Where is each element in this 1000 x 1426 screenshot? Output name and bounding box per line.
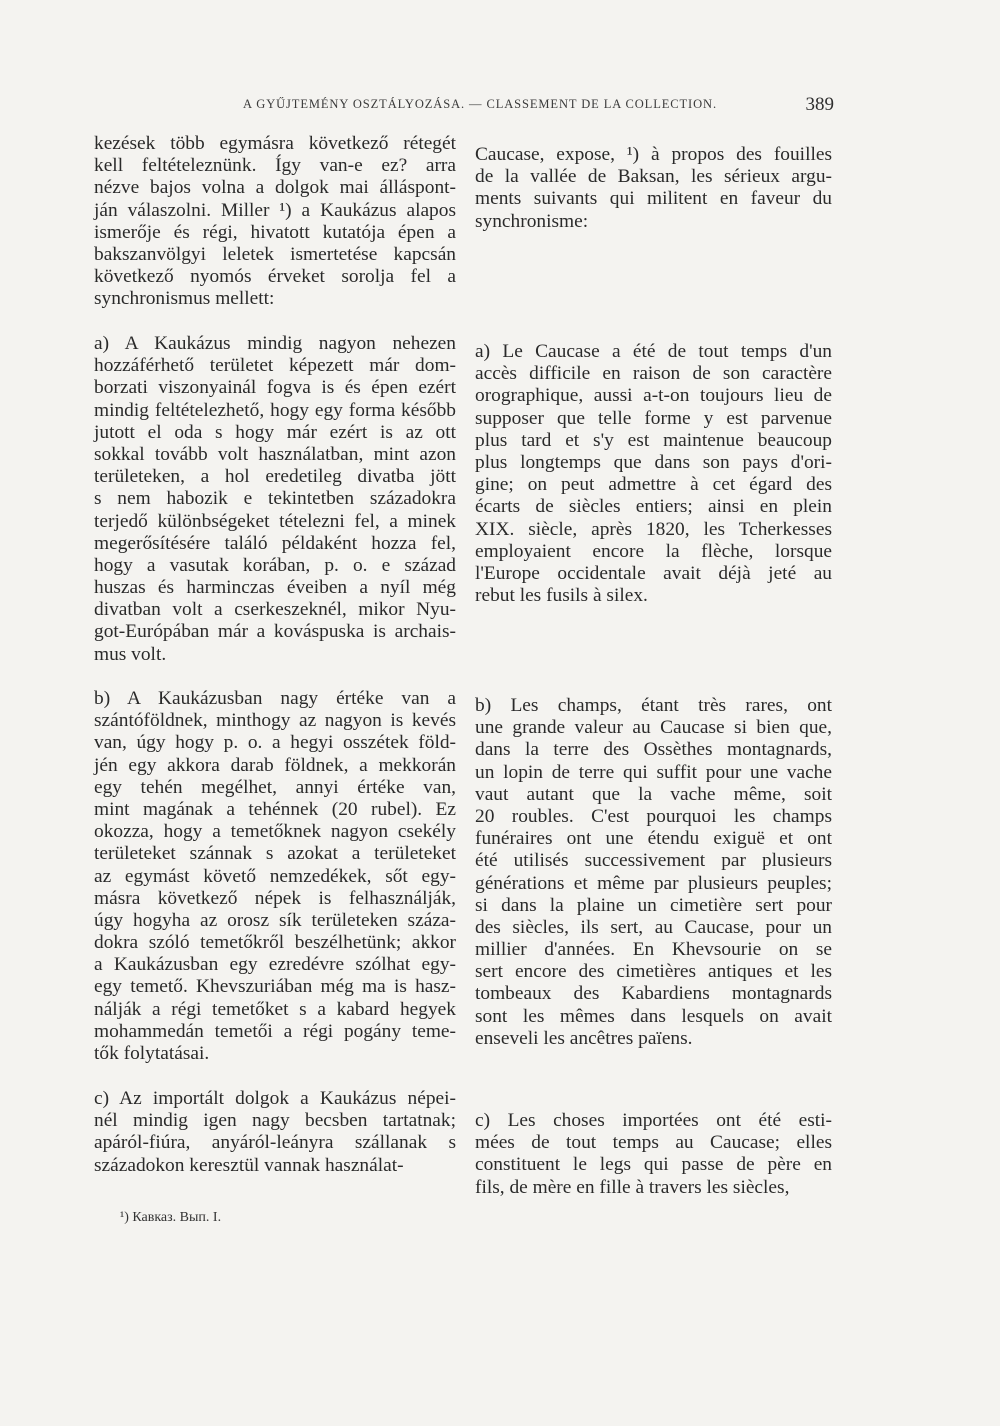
text-line: s nem habozik e tekintetben századokra	[94, 488, 456, 510]
text-line: nézve bajos volna a dolgok mai álláspont-	[94, 177, 456, 199]
text-line: tombeaux des Kabardiens montagnards	[475, 983, 832, 1005]
text-line: bakszanvölgyi leletek ismertetése kapcsán	[94, 243, 456, 265]
text-line: rebut les fusils à silex.	[475, 585, 648, 607]
text-line: plus longtemps que dans son pays d'ori-	[475, 451, 832, 473]
fr-paragraph-b	[475, 695, 832, 1050]
text-line: okozza, hogy a temetőknek nagyon csekély	[94, 821, 456, 843]
text-line: mindig feltételezhető, hogy egy forma később	[94, 399, 456, 421]
fr-paragraph-c	[475, 1110, 832, 1199]
text-line: huszas és harminczas éveiben a nyíl még	[94, 577, 456, 599]
text-line: sert encore des cimetières antiques et les	[475, 961, 832, 983]
text-line: de la vallée de Baksan, les sérieux argu-	[475, 166, 832, 188]
text-line: gine; on peut admettre à cet égard des	[475, 474, 832, 496]
text-line: ismerője és régi, hivatott kutatója épen a	[94, 221, 456, 243]
text-line: écarts de siècles entiers; ainsi en plein	[475, 496, 832, 518]
text-line: tők folytatásai.	[94, 1043, 210, 1064]
text-line: dokra szóló temetőkről beszélhetünk; akkor	[94, 932, 456, 954]
text-line: ments suivants qui militent en faveur du	[475, 188, 832, 210]
page-header	[0, 94, 1000, 127]
footnote: ¹) Кавказ. Вып. I.	[120, 1210, 222, 1225]
running-head: A GYŰJTEMÉNY OSZTÁLYOZÁSA. — CLASSEMENT DE LA COLLECTION.	[243, 97, 717, 111]
text-line: générations et même par plusieurs peuples;	[475, 872, 832, 894]
text-line: synchronisme:	[475, 210, 589, 232]
fr-paragraph-a	[475, 341, 832, 607]
text-line: mint magának a tehénnek (20 rubel). Ez	[94, 798, 456, 820]
text-line: XIX. siècle, après 1820, les Tcherkesses	[475, 518, 832, 540]
hu-intro-paragraph	[94, 133, 456, 311]
text-line: plus tard et s'y est maintenue beaucoup	[475, 429, 832, 451]
text-line: a Kaukázusban egy ezredévre szólhat egy-	[94, 954, 456, 976]
text-line: got-Európában már a kováspuska is archais-	[94, 621, 456, 643]
text-line: été utilisés successivement par plusieurs	[475, 850, 832, 872]
fr-intro-paragraph	[475, 144, 832, 233]
text-line: a) A Kaukázus mindig nagyon nehezen	[94, 333, 456, 354]
hu-paragraph-b	[94, 688, 456, 1065]
text-line: c) Les choses importées ont été esti-	[475, 1110, 832, 1131]
text-line: c) Az importált dolgok a Kaukázus népei-	[94, 1088, 456, 1109]
text-line: kezések több egymásra következő rétegét	[94, 133, 456, 154]
text-line: 20 roubles. C'est pourquoi les champs	[475, 805, 832, 827]
text-line: l'Europe occidentale avait déjà jeté au	[475, 562, 832, 584]
page-number: 389	[805, 94, 834, 115]
text-line: ján válaszolni. Miller ¹) a Kaukázus alapos	[94, 199, 456, 221]
text-line: egy temető. Khevszuriában még ma is hasz-	[94, 976, 456, 998]
text-line: sont les mêmes dans lesquels on avait	[475, 1005, 832, 1027]
text-line: az egymást követő nemzedékek, sőt egy-	[94, 865, 456, 887]
text-line: accès difficile en raison de son caractère	[475, 363, 832, 385]
text-line: orographique, aussi a-t-on toujours lieu de	[475, 385, 832, 407]
text-line: jén egy akkora darab földnek, a mekkorán	[94, 754, 456, 776]
text-line: divatban volt a cserkeszeknél, mikor Nyu-	[94, 599, 456, 621]
text-line: másra következő népek is felhasználják,	[94, 887, 456, 909]
text-line: constituent le legs qui passe de père en	[475, 1154, 832, 1176]
text-line: következő nyomós érveket sorolja fel a	[94, 266, 456, 288]
text-line: terjedő különbségeket tételezni fel, a minek	[94, 510, 456, 532]
text-line: un lopin de terre qui suffit pour une vache	[475, 761, 832, 783]
text-line: területeken, a hol eredetileg divatba jött	[94, 466, 456, 488]
text-line: jutott el oda s hogy már ezért is az ott	[94, 421, 456, 443]
hu-paragraph-a	[94, 333, 456, 666]
text-line: sokkal tovább volt használatban, mint azon	[94, 443, 456, 465]
text-line: b) A Kaukázusban nagy értéke van a	[94, 688, 456, 709]
text-line: századokon keresztül vannak használat-	[94, 1154, 404, 1176]
text-line: millier d'années. En Khevsourie on se	[475, 939, 832, 961]
text-line: b) Les champs, étant très rares, ont	[475, 695, 832, 716]
text-line: területeket szánnak s azokat a területeket	[94, 843, 456, 865]
text-line: nálják a régi temetőket s a kabard hegyek	[94, 998, 456, 1020]
text-line: kell feltételeznünk. Így van-e ez? arra	[94, 155, 456, 177]
text-line: enseveli les ancêtres païens.	[475, 1027, 693, 1049]
text-line: úgy hogyha az orosz sík területeken száza-	[94, 909, 456, 931]
text-line: hozzáférhető területet képezett már dom-	[94, 355, 456, 377]
text-line: Caucase, expose, ¹) à propos des fouilles	[475, 144, 832, 165]
text-line: mohammedán temetői a régi pogány teme-	[94, 1020, 456, 1042]
text-line: funéraires ont une étendu exiguë et ont	[475, 828, 832, 850]
text-line: employaient encore la flèche, lorsque	[475, 540, 832, 562]
text-line: szántóföldnek, minthogy az nagyon is kevés	[94, 710, 456, 732]
text-line: fils, de mère en fille à travers les siècles,	[475, 1176, 790, 1198]
text-line: synchronismus mellett:	[94, 288, 275, 310]
text-line: mus volt.	[94, 643, 167, 665]
text-line: si dans la plaine un cimetière sert pour	[475, 894, 832, 916]
hu-paragraph-c	[94, 1088, 456, 1177]
text-line: vaut autant que la vache même, soit	[475, 783, 832, 805]
text-line: van, úgy hogy p. o. a hegyi osszétek föld-	[94, 732, 456, 754]
text-line: egy tehén megélhet, annyi értéke van,	[94, 776, 456, 798]
text-line: megerősítésére találó példaként hozza fel,	[94, 532, 456, 554]
text-line: une grande valeur au Caucase si bien que,	[475, 717, 832, 739]
text-line: nél mindig igen nagy becsben tartatnak;	[94, 1110, 456, 1132]
text-line: apáról-fiúra, anyáról-leányra szállanak s	[94, 1132, 456, 1154]
text-line: supposer que telle forme y est parvenue	[475, 407, 832, 429]
text-line: mées de tout temps au Caucase; elles	[475, 1132, 832, 1154]
text-line: borzati viszonyainál fogva is és épen ezért	[94, 377, 456, 399]
text-line: des siècles, ils sert, au Caucase, pour un	[475, 916, 832, 938]
text-line: hogy a vasutak korában, p. o. e század	[94, 554, 456, 576]
text-line: a) Le Caucase a été de tout temps d'un	[475, 341, 832, 362]
text-line: dans la terre des Ossèthes montagnards,	[475, 739, 832, 761]
